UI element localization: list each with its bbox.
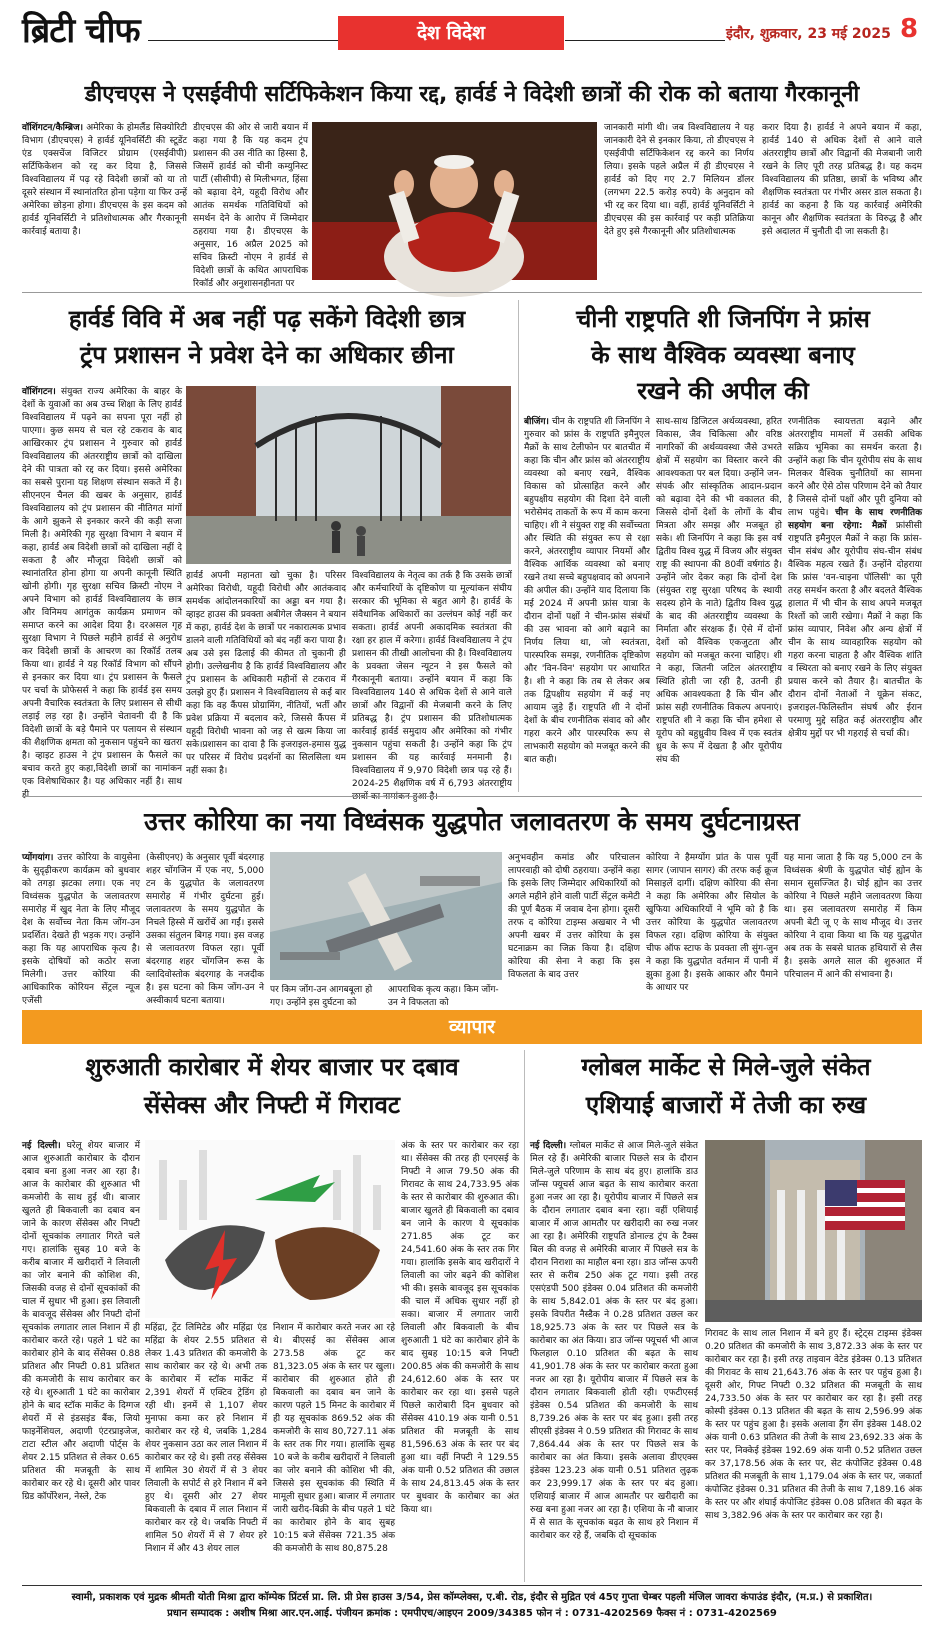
story3-column-2: साथ-साथ डिजिटल अर्थव्यवस्था, हरित विकास, जैव चिकित्सा और वरिष्ठ नागरिकों की अर्थव्यवस्था जैसे उभरते क्षेत्रों में सहयोग का विस्तार करने की आवश्यकता पर बल दिया। उन्होंने जन-संपर्क और सांस्कृतिक आदान-प्रदान को बढ़ावा देने की भी वकालत की, जिससे दोनों देशों के लोगों के बीच मित्रता और समझ और मजबूत हो सके। शी जिनपिंग ने कहा कि इस वर्ष द्वितीय विश्व युद्ध में विजय और संयुक्त राष्ट्र की स्थापना की 80वीं वर्षगांठ है। उन्होंने जोर देकर कहा कि दोनों देश (संयुक्त राष्ट्र सुरक्षा परिषद के स्थायी सदस्य होने के नाते) द्वितीय विश्व युद्ध के बाद की अंतरराष्ट्रीय व्यवस्था के निर्माता और संरक्षक हैं। ऐसे में दोनों देशों को वैश्विक एकजुटता और सहयोग को मजबूत करना चाहिए। शी ने कहा, जितनी जटिल अंतरराष्ट्रीय स्थिति होती जा रही है, उतनी ही अधिक आवश्यकता है कि चीन और फ्रांस सही रणनीतिक विकल्प अपनाएं। राष्ट्रपति शी ने कहा कि चीन हमेशा से यूरोप को बहुध्रुवीय विश्व में एक स्वतंत्र ध्रुव के रूप में देखता है और यूरोपीय संघ की bbox=[656, 417, 782, 765]
story5-column-1 bbox=[22, 1140, 140, 1580]
story1-text-1: अमेरिका के होमलैंड सिक्योरिटी विभाग (डीएचएस) ने हार्वर्ड यूनिवर्सिटी की स्टूडेंट एंड एक्सचेंज विजिटर प्रोग्राम (एसईवीपी) सर्टिफिकेशन को रद्द कर दिया है, जिससे विश्वविद्यालय में पढ़ रहे विदेशी छात्रों को या तो दूसरे संस्थान में स्थानांतरित होना पड़ेगा या फिर उन्हें अमेरिका छोड़ना होगा। डीएचएस के इस कदम को हार्वर्ड यूनिवर्सिटी ने प्रतिशोधात्मक और गैरकानूनी कार्रवाई बताया है। bbox=[22, 123, 187, 237]
story3-headline-line3: रखने की अपील की bbox=[637, 377, 809, 405]
imprint-line-2: प्रधान सम्पादक : अशीष मिश्रा आर.एन.आई. पंजीयन क्रमांक : एमपीएच/आइएन 2009/34385 फोन नं : 0731-4202569 फैक्स नं : 0731-4202569 bbox=[167, 1608, 777, 1619]
divider bbox=[22, 796, 922, 797]
story6-dateline: नई दिल्ली। bbox=[530, 1141, 567, 1151]
story4-text-1: उत्तर कोरिया के वायुसेना के सुदृढ़ीकरण कार्यक्रम को बुधवार को तगड़ा झटका लगा। एक नए विध्वंसक युद्धपोत के जलावतरण समारोह में खुद नेता के लिए मौजूद देश के सर्वोच्च नेता किम जोंग-उन प्रदर्शित। देखते ही भड़क गए। उन्होंने कहा कि यह आपराधिक कृत्य है। इसके दोषियों को कठोर सजा मिलेगी। उत्तर कोरिया की आधिकारिक कोरियन सेंट्रल न्यूज एजेंसी bbox=[22, 853, 140, 1006]
story5-column-2: महिंद्रा, ट्रेंट लिमिटेड और महिंद्रा एंड महिंद्रा के शेयर 2.55 प्रतिशत से लेकर 1.43 प्रतिशत की कमजोरी के साथ कारोबार कर रहे थे। अभी तक के कारोबार में स्टॉक मार्केट में 2,391 शेयरों में एक्टिव ट्रेडिंग हो रही थी। इनमें से 1,107 शेयर मुनाफा कमा कर हरे निशान में कारोबार कर रहे थे, जबकि 1,284 शेयर नुकसान उठा कर लाल निशान में कारोबार कर रहे थे। इसी तरह सेंसेक्स में शामिल 30 शेयरों में से 3 शेयर लिवाली के सपोर्ट से हरे निशान में बने हुए थे। दूसरी ओर 27 शेयर बिकवाली के दबाव में लाल निशान में कारोबार कर रहे थे। जबकि निफ्टी में शामिल 50 शेयरों में से 7 शेयर हरे निशान में और 43 शेयर लाल bbox=[145, 1323, 267, 1554]
story3-text-1: चीन के राष्ट्रपति शी जिनपिंग ने गुरुवार को फ्रांस के राष्ट्रपति इमैनुएल मैक्रों के साथ टेलीफोन पर बातचीत में कहा कि चीन और फ्रांस को अंतरराष्ट्रीय व्यवस्था को बनाए रखने, वैश्विक विकास को प्रोत्साहित करने और बहुपक्षीय सहयोग की दिशा देने वाली भरोसेमंद ताकतों के रूप में काम करना चाहिए। शी ने संयुक्त राष्ट्र की सर्वोच्चता और स्थिति की संयुक्त रूप से रक्षा करने, अंतरराष्ट्रीय व्यापार नियमों और वैश्विक आर्थिक व्यवस्था को बनाए रखने तथा सच्चे बहुपक्षवाद को अपनाने की अपील की। उन्होंने याद दिलाया कि मई 2024 में अपनी फ्रांस यात्रा के दौरान दोनों पक्षों ने चीन-फ्रांस संबंधों की उस भावना को आगे बढ़ाने का निर्णय लिया था, जो स्वतंत्रता, पारस्परिक समझ, रणनीतिक दृष्टिकोण और 'विन-विन' सहयोग पर आधारित है। शी ने कहा कि तब से लेकर अब तक द्विपक्षीय सहयोग में कई नए आयाम जुड़े हैं। राष्ट्रपति शी ने दोनों देशों के बीच रणनीतिक संवाद को और गहरा करने और पारस्परिक रूप से लाभकारी सहयोग को मजबूत करने की बात कही। bbox=[524, 417, 650, 765]
story4-column-4: कोरिया ने हैमग्योंग प्रांत के पास पूर्वी सागर (जापान सागर) की तरफ कई क्रूज मिसाइलें दागीं। दक्षिण कोरिया की सेना ने कहा कि अमेरिका और सियोल के खुफिया अधिकारियों ने भूमि को है कि उत्तर कोरिया के युद्धपोत जलावतरण विफल रहा। दक्षिण कोरिया के संयुक्त चीफ ऑफ स्टाफ के प्रवक्ता ली सुंग-जुन ने कहा कि युद्धपोत वर्तमान में पानी में झुका हुआ है। इसके आकार और पैमाने के आधार पर bbox=[646, 853, 778, 993]
story2-headline-line1: हार्वर्ड विवि में अब नहीं पढ़ सकेंगे विदेशी छात्र bbox=[68, 305, 466, 333]
story4-photo bbox=[270, 852, 502, 980]
story2-column-3: विश्वविद्यालय के नेतृत्व का तर्क है कि उसके छात्रों और कर्मचारियों के दृष्टिकोण या मूल्यांकन संघीय सरकार की भूमिका से बहुत आगे है। हार्वर्ड के संवैधानिक अधिकारों का उल्लंघन कोई नहीं कर सकता। हार्वर्ड अपनी अकादमिक स्वतंत्रता की रक्षा हर हाल में करेगा। हार्वर्ड विश्वविद्यालय ने ट्रंप प्रशासन की तीखी आलोचना की है। विश्वविद्यालय के प्रवक्ता जेसन न्यूटन ने इस फैसले को गैरकानूनी बताया। उन्होंने बयान में कहा कि विश्वविद्यालय 140 से अधिक देशों से आने वाले छात्रों और विद्वानों की मेजबानी करने के लिए प्रतिबद्ध है। ट्रंप प्रशासन की प्रतिशोधात्मक कार्रवाई हार्वर्ड समुदाय और अमेरिका को गंभीर नुकसान पहुंचा सकती है। उन्होंने कहा कि ट्रंप प्रशासन की यह कार्रवाई मनमानी है। विश्वविद्यालय में 9,970 विदेशी छात्र पढ़ रहे हैं। 2024-25 शैक्षणिक वर्ष में 6,793 अंतरराष्ट्रीय छात्रों का नामांकन हुआ है। bbox=[352, 571, 512, 802]
story4-caption-1: पर किम जोंग-उन आगबबूला हो गए। उन्होंने इस दुर्घटना को bbox=[270, 985, 373, 1008]
column-divider bbox=[518, 300, 519, 792]
story4-headline: उत्तर कोरिया का नया विध्वंसक युद्धपोत जलावतरण के समय दुर्घटनाग्रस्त bbox=[144, 807, 800, 836]
story1-headline: डीएचएस ने एसईवीपी सर्टिफिकेशन किया रद्द, हार्वर्ड ने विदेशी छात्रों की रोक को बताया गैरकानूनी bbox=[84, 82, 860, 107]
story3-column-1 bbox=[524, 416, 650, 791]
story3-headline-line1: चीनी राष्ट्रपति शी जिनपिंग ने फ्रांस bbox=[576, 305, 870, 333]
story6-column-2: गिरावट के साथ लाल निशान में बने हुए हैं। स्ट्रेट्स टाइम्स इंडेक्स 0.20 प्रतिशत की कमजोरी के साथ 3,872.33 अंक के स्तर पर कारोबार कर रहा है। इसी तरह ताइवान वेटेड इंडेक्स 0.13 प्रतिशत की गिरावट के साथ 21,643.76 अंक के स्तर पर पहुंच हुआ है। दूसरी ओर, गिफ्ट निफ्टी 0.32 प्रतिशत की मजबूती के साथ 24,733.50 अंक के स्तर पर कारोबार कर रहा है। इसी तरह कोस्पी इंडेक्स 0.13 प्रतिशत की बढ़त के साथ 2,596.99 अंक के स्तर पर पहुंच हुआ है। इसके अलावा हैंग सेंग इंडेक्स 148.02 अंक यानी 0.63 प्रतिशत की तेजी के साथ 23,692.33 अंक के स्तर पर, निक्केई इंडेक्स 192.69 अंक यानी 0.52 प्रतिशत उछल कर 37,178.56 अंक के स्तर पर, सेट कंपोजिट इंडेक्स 0.48 प्रतिशत की मजबूती के साथ 1,179.04 अंक के स्तर पर, जकार्ता कंपोजिट इंडेक्स 0.31 प्रतिशत की तेजी के साथ 7,189.16 अंक के स्तर पर और शंघाई कंपोजिट इंडेक्स 0.08 प्रतिशत की बढ़त के साथ 3,382.96 अंक के स्तर पर कारोबार कर रहा है। bbox=[705, 1329, 922, 1521]
story2-text-1: संयुक्त राज्य अमेरिका के बाहर के देशों के युवाओं का अब उच्च शिक्षा के लिए हार्वर्ड विश्वविद्यालय में पढ़ने का सपना पूरा नहीं हो पाएगा। कुछ समय से चल रहे टकराव के बाद आखिरकार ट्रंप प्रशासन ने गुरुवार को हार्वर्ड विश्वविद्यालय की अंतरराष्ट्रीय छात्रों को दाखिला देने की पात्रता को रद्द कर दिया। इससे अमेरिका का सबसे पुराना यह शिक्षण संस्थान सकते में है। सीएनएन चैनल की खबर के अनुसार, हार्वर्ड विश्वविद्यालय को ट्रंप प्रशासन की नीतिगत मांगों के आगे झुकने से इनकार करने की कड़ी सजा मिली है। अमेरिकी गृह सुरक्षा विभाग ने बयान में कहा, हार्वर्ड अब विदेशी छात्रों को दाखिला नहीं दे सकता है और मौजूदा विदेशी छात्रों को स्थानांतरित होना होगा या अपनी कानूनी स्थिति खोनी होगी। गृह सुरक्षा सचिव क्रिस्टी नोएम ने अपने विभाग को हार्वर्ड विश्वविद्यालय के छात्र और विनिमय आगंतुक कार्यक्रम प्रमाणन को समाप्त करने का आदेश दिया है। दरअसल गृह सुरक्षा विभाग ने पिछले महीने हार्वर्ड से अनुरोध कर विदेशी छात्रों के आचरण का रिकॉर्ड तलब किया था। हार्वर्ड ने यह रिकॉर्ड विभाग को सौंपने से इनकार कर दिया था। ट्रंप प्रशासन के फैसले पर चर्चा के प्रोफेसर्स ने कहा कि हार्वर्ड इस समय अपनी वैचारिक स्वतंत्रता के लिए प्रशासन से सीधी लड़ाई लड़ रहा है। उन्होंने चेतावनी दी है कि विदेशी छात्रों के बड़े पैमाने पर पलायन से संस्थान की शैक्षणिक क्षमता को नुकसान पहुंचने का खतरा है। व्हाइट हाउस ने ट्रंप प्रशासन के फैसले का बचाव करते हुए कहा,विदेशी छात्रों का नामांकन एक विशेषाधिकार है। यह अधिकार नहीं है। साथ ही bbox=[22, 387, 182, 800]
story4-column-5: यह माना जाता है कि यह 5,000 टन के विध्वंसक श्रेणी के युद्धपोत चोई ह्योन के समान सुसज्जित है। चोई ह्योन का उत्तर कोरिया ने पिछले महीने जलावतरण किया था। इस जलावतरण समारोह में किम अपनी बेटी जू ए के साथ मौजूद थे। उत्तर कोरिया ने दावा किया था कि यह युद्धपोत अब तक के सबसे घातक हथियारों से लैस है। इसके अगले साल की शुरुआत में परिचालन में आने की संभावना है। bbox=[784, 853, 922, 980]
story3-dateline: बीजिंग। bbox=[524, 417, 549, 427]
section-label: देश विदेश bbox=[338, 16, 564, 50]
business-section-label: व्यापार bbox=[449, 1016, 495, 1038]
masthead-rule-right bbox=[565, 40, 725, 41]
story5-headline-line1: शुरुआती कारोबार में शेयर बाजार पर दबाव bbox=[85, 1053, 459, 1081]
issue-date: इंदौर, शुक्रवार, 23 मई 2025 bbox=[726, 26, 891, 42]
story4-column-3: अनुभवहीन कमांड और परिचालन लापरवाही को दोषी ठहराया। उन्होंने कहा कि इसके लिए जिम्मेदार अधिकारियों को अगले महीने होने वाली पार्टी सेंट्रल कमेटी की पूर्ण बैठक में जवाब देना होगा। दूसरी तरफ द कोरिया टाइम्स अखबार ने भी अपनी खबर में उत्तर कोरिया के इस घटनाक्रम का जिक्र किया है। दक्षिण कोरिया की सेना ने कहा कि इस विफलता के बाद उत्तर bbox=[508, 853, 640, 980]
story5-headline-line2: सेंसेक्स और निफ्टी में गिरावट bbox=[144, 1091, 400, 1119]
story4-dateline: प्योंगयांग। bbox=[22, 853, 54, 863]
story3-subhead: चीन के साथ रणनीतिक सहयोग बना रहेगा: मैक्रों bbox=[788, 508, 922, 531]
story2-photo bbox=[186, 386, 511, 564]
story3-column-3 bbox=[788, 416, 922, 791]
story2-column-2: हार्वर्ड अपनी महानता खो चुका है। परिसर अमेरिका विरोधी, यहूदी विरोधी और आतंकवाद समर्थक आंदोलनकारियों का अड्डा बन गया है। व्हाइट हाउस की प्रवक्ता अबीगेल जैक्सन ने बयान में कहा, हार्वर्ड देश के छात्रों पर नकारात्मक प्रभाव डालने वाली गतिविधियों को बंद नहीं करा पाया है। अब उसे इस ढिलाई की कीमत तो चुकानी ही होगी। उल्लेखनीय है कि हार्वर्ड विश्वविद्यालय और ट्रंप प्रशासन के अधिकारी महीनों से टकराव में उलझे हुए हैं। प्रशासन ने विश्वविद्यालय से कई बार कहा कि वह कैंपस प्रोग्रामिंग, नीतियों, भर्ती और प्रवेश प्रक्रिया में बदलाव करे, जिससे कैंपस में यहूदी विरोधी भावना को जड़ से खत्म किया जा सके।प्रशासन का दावा है कि इजराइल-हमास युद्ध पर परिसर में विरोध प्रदर्शनों का सिलसिला थम नहीं सका है। bbox=[186, 571, 346, 776]
divider bbox=[22, 292, 922, 293]
story5-column-4: अंक के स्तर पर कारोबार कर रहा था। सेंसेक्स की तरह ही एनएसई के निफ्टी ने आज 79.50 अंक की गिरावट के साथ 24,733.95 अंक के स्तर से कारोबार की शुरुआत की। बाजार खुलते ही बिकवाली का दबाव बन जाने के कारण ये सूचकांक 271.85 अंक टूट कर 24,541.60 अंक के स्तर तक गिर गया। हालांकि इसके बाद खरीदारों ने लिवाली का जोर बढ़ने की कोशिश भी की। इसके बावजूद इस सूचकांक की चाल में अधिक सुधार नहीं हो सका। बाजार में लगातार जारी लिवाली और बिकवाली के बीच शुरुआती 1 घंटे का कारोबार होने के बाद सुबह 10:15 बजे निफ्टी 200.85 अंक की कमजोरी के साथ 24,612.60 अंक के स्तर पर कारोबार कर रहा था। इससे पहले पिछले कारोबारी दिन बुधवार को सेंसेक्स 410.19 अंक यानी 0.51 प्रतिशत की मजबूती के साथ 81,596.63 अंक के स्तर पर बंद हुआ था। वहीं निफ्टी ने 129.55 अंक यानी 0.52 प्रतिशत की उछाल के साथ 24,813.45 अंक के स्तर पर बुधवार के कारोबार का अंत किया था। bbox=[401, 1141, 519, 1515]
bull-bear-illustration bbox=[145, 1140, 395, 1318]
story4-column-2: (केसीएनए) के अनुसार पूर्वी बंदरगाह शहर चोंगजिन में एक नए, 5,000 टन के युद्धपोत के जलावतरण समारोह में गंभीर दुर्घटना हुई। जलावतरण के समय युद्धपोत के निचले हिस्से में खरोंचें आ गईं। इससे उसका संतुलन बिगड़ गया। इस वजह से जलावतरण विफल रहा। पूर्वी बंदरगाह शहर चोंगजिन रूस के व्लादिवोस्तोक बंदरगाह के नजदीक है। इस घटना को किम जोंग-उन ने अस्वीकार्य घटना बताया। bbox=[146, 853, 264, 1006]
masthead-rule-left bbox=[148, 40, 338, 41]
story2-headline-line2: ट्रंप प्रशासन ने प्रवेश देने का अधिकार छीना bbox=[80, 341, 454, 369]
story2-dateline: वॉशिंगटन। bbox=[22, 387, 56, 397]
story1-column-2: डीएचएस की ओर से जारी बयान में कहा गया है कि यह कदम ट्रंप प्रशासन की उस नीति का हिस्सा है, जिसमें हार्वर्ड को चीनी कम्युनिस्ट पार्टी (सीसीपी) से मिलीभगत, हिंसा को बढ़ावा देने, यहूदी विरोध और आतंक समर्थक गतिविधियों को समर्थन देने के आरोप में जिम्मेदार ठहराया गया है। डीएचएस के अनुसार, 16 अप्रैल 2025 को सचिव क्रिस्टी नोएम ने हार्वर्ड से विदेशी छात्रों के कथित आपराधिक रिकॉर्ड और अनुशासनहीनता पर bbox=[193, 123, 308, 289]
story3-text-3: रणनीतिक स्वायत्तता बढ़ाने और अंतरराष्ट्रीय मामलों में उसकी अधिक सक्रिय भूमिका का समर्थन करता है। उन्होंने कहा कि चीन यूरोपीय संघ के साथ मिलकर वैश्विक चुनौतियों का सामना करने और ऐसे ठोस परिणाम देने को तैयार है जिससे दोनों पक्षों और पूरी दुनिया को लाभ पहुंचे। bbox=[788, 417, 922, 518]
story5-text-1: घरेलू शेयर बाजार में आज शुरुआती कारोबार के दौरान दबाव बना हुआ नजर आ रहा है। आज के कारोबार की शुरुआत भी कमजोरी के साथ हुई थी। बाजार खुलते ही बिकवाली का दबाव बन जाने के कारण सेंसेक्स और निफ्टी दोनों सूचकांक लगातार गिरते चले गए। हालांकि सुबह 10 बजे के करीब बाजार में खरीदारों ने लिवाली का जोर बनाने की कोशिश की, जिसकी वजह से दोनों सूचकांकों की चाल में सुधार भी हुआ। इस लिवाली के बावजूद सेंसेक्स और निफ्टी दोनों सूचकांक लगातार लाल निशान में ही कारोबार करते रहे। पहले 1 घंटे का कारोबार होने के बाद सेंसेक्स 0.88 प्रतिशत और निफ्टी 0.81 प्रतिशत की कमजोरी के साथ कारोबार कर रहे थे। शुरुआती 1 घंटे का कारोबार होने के बाद स्टॉक मार्केट के दिग्गज शेयरों में से इंडसइंड बैंक, जियो फाइनेंशियल, अदाणी एंटरप्राइजेज, टाटा स्टील और अदाणी पोर्ट्स के शेयर 2.15 प्रतिशत से लेकर 0.65 प्रतिशत की मजबूती के साथ कारोबार कर रहे थे। दूसरी ओर पावर ग्रिड कॉर्पोरेशन, नेस्ले, टेक bbox=[22, 1141, 140, 1502]
story6-headline-line1: ग्लोबल मार्केट से मिले-जुले संकेत bbox=[581, 1053, 871, 1081]
story4-caption-2: आपराधिक कृत्य कहा। किम जोंग-उन ने विफलता को bbox=[388, 985, 499, 1008]
story1-column-1 bbox=[22, 122, 187, 282]
story6-text-1: ग्लोबल मार्केट से आज मिले-जुले संकेत मिल रहे हैं। अमेरिकी बाजार पिछले सत्र के दौरान मिले-जुले परिणाम के साथ बंद हुए। हालांकि डाउ जॉन्स फ्यूचर्स आज बढ़त के साथ कारोबार करता हुआ नजर आ रहा है। यूरोपीय बाजार में पिछले सत्र के दौरान लगातार दबाव बना रहा। वहीं एशियाई बाजार में आज आमतौर पर खरीदारी का रुख नजर आ रहा है। अमेरिकी राष्ट्रपति डोनाल्ड ट्रंप के टैक्स बिल की वजह से अमेरिकी बाजार में पिछले सत्र के दौरान निराशा का माहौल बना रहा। डाउ जॉन्स ऊपरी स्तर से करीब 250 अंक टूट गया। इसी तरह एसएंडपी 500 इंडेक्स 0.04 प्रतिशत की कमजोरी के साथ 5,842.01 अंक के स्तर पर बंद हुआ। इसके विपरीत नैस्डैक ने 0.28 प्रतिशत उछल कर 18,925.73 अंक के स्तर पर पिछले सत्र के कारोबार का अंत किया। डाउ जॉन्स फ्यूचर्स भी आज फिलहाल 0.10 प्रतिशत की बढ़त के साथ 41,901.78 अंक के स्तर पर कारोबार करता हुआ नजर आ रहा है। यूरोपीय बाजार में पिछले सत्र के दौरान लगातार बिकवाली होती रही। एफटीएसई इंडेक्स 0.54 प्रतिशत की कमजोरी के साथ 8,739.26 अंक के स्तर पर बंद हुआ। इसी तरह सीएसी इंडेक्स ने 0.59 प्रतिशत की गिरावट के साथ 7,864.44 अंक के स्तर पर पिछले सत्र के कारोबार का अंत किया। इसके अलावा डीएएक्स इंडेक्स 123.23 अंक यानी 0.51 प्रतिशत लुढ़क कर 23,999.17 अंक के स्तर पर बंद हुआ। एशियाई बाजार में आज आमतौर पर खरीदारी का रुख बना हुआ नजर आ रहा है। एशिया के नौ बाजार में से सात के सूचकांक बढ़त के साथ हरे निशान में कारोबार कर रहे हैं, जबकि दो सूचकांक bbox=[530, 1141, 698, 1541]
imprint-line-1: स्वामी, प्रकाशक एवं मुद्रक श्रीमती योती मिश्रा द्वारा कॉम्पेक प्रिंटर्स प्रा. लि. प्री प्रेस हाउस 3/54, प्रेस कॉम्प्लेक्स, ए.बी. रोड, इंदौर से मुद्रित एवं 45ए गुप्ता चेम्बर पहली मंजिल जावरा कंपाउंड इंदौर, (म.प्र.) से प्रकाशित। bbox=[71, 1592, 873, 1603]
masthead bbox=[0, 0, 945, 52]
page-number: 8 bbox=[900, 14, 919, 44]
story6-headline-line2: एशियाई बाजारों में तेजी का रुख bbox=[585, 1091, 867, 1119]
pope-photo-illustration bbox=[312, 122, 597, 280]
business-section-band bbox=[22, 1010, 922, 1044]
column-divider bbox=[524, 1050, 525, 1582]
harvard-gate-photo-illustration bbox=[186, 386, 511, 564]
imprint-footer bbox=[22, 1585, 922, 1622]
newspaper-name: ब्रिटी चीफ bbox=[22, 11, 140, 51]
story1-column-4: करार दिया है। हार्वर्ड ने अपने बयान में कहा, हार्वर्ड 140 से अधिक देशों से आने वाले अंतरराष्ट्रीय छात्रों और विद्वानों की मेजबानी जारी रखने के लिए पूरी तरह प्रतिबद्ध है। यह कदम विश्वविद्यालय की प्रतिष्ठा, छात्रों के भविष्य और शैक्षणिक स्वतंत्रता पर गंभीर असर डाल सकता है। हार्वर्ड का कहना है कि यह कार्रवाई अमेरिकी कानून और शैक्षणिक स्वतंत्रता के विरुद्ध है और इसे अदालत में चुनौती दी जा सकती है। bbox=[762, 123, 922, 237]
story5-column-3: निशान में कारोबार करते नजर आ रहे थे। बीएसई का सेंसेक्स आज 273.58 अंक टूट कर 81,323.05 अंक के स्तर पर खुला। कारोबार की शुरुआत होते ही बिकवाली का दबाव बन जाने के कारण पहले 15 मिनट के कारोबार में ही यह सूचकांक 869.52 अंक की कमजोरी के साथ 80,727.11 अंक के स्तर तक गिर गया। हालांकि सुबह 10 बजे के करीब खरीदारों ने लिवाली का जोर बनाने की कोशिश भी की, जिससे इस सूचकांक की स्थिति में मामूली सुधार हुआ। बाजार में लगातार जारी खरीद-बिक्री के बीच पहले 1 घंटे का कारोबार होने के बाद सुबह 10:15 बजे सेंसेक्स 721.35 अंक की कमजोरी के साथ 80,875.28 bbox=[273, 1323, 395, 1554]
story3-text-3b: फ्रांसीसी राष्ट्रपति इमैनुएल मैक्रों ने कहा कि फ्रांस-चीन संबंध और यूरोपीय संघ-चीन संबंध वैश्विक महत्व रखते हैं। उन्होंने दोहराया कि फ्रांस 'वन-चाइना पॉलिसी' का पूरी तरह समर्थन करता है और बदलते वैश्विक हालात में भी चीन के साथ अपने मजबूत रिश्तों को जारी रखेगा। मैक्रों ने कहा कि फ्रांस व्यापार, निवेश और अन्य क्षेत्रों में चीन के साथ व्यावहारिक सहयोग को गहरा करना चाहता है और वैश्विक शांति व स्थिरता को बनाए रखने के लिए संयुक्त प्रयास करने को तैयार है। बातचीत के दौरान दोनों नेताओं ने यूक्रेन संकट, इजराइल-फिलिस्तीन संघर्ष और ईरान परमाणु मुद्दे सहित कई अंतरराष्ट्रीय और क्षेत्रीय मुद्दों पर भी गहराई से चर्चा की। bbox=[788, 521, 922, 739]
story5-dateline: नई दिल्ली। bbox=[22, 1141, 61, 1151]
story1-column-3: जानकारी मांगी थी। जब विश्वविद्यालय ने यह जानकारी देने से इनकार किया, तो डीएचएस ने एसईवीपी सर्टिफिकेशन रद्द करने का निर्णय लिया। इसके पहले अप्रैल में ही डीएचएस ने हार्वर्ड को दिए गए 2.7 मिलियन डॉलर (लगभग 22.5 करोड़ रुपये) के अनुदान को भी रद्द कर दिया था। वहीं, हार्वर्ड यूनिवर्सिटी ने डीएचएस की इस कार्रवाई पर कड़ी प्रतिक्रिया देते हुए इसे गैरकानूनी और प्रतिशोधात्मक bbox=[604, 123, 754, 237]
story1-photo bbox=[312, 122, 597, 280]
story6-photo bbox=[705, 1140, 922, 1322]
story3-headline-line2: के साथ वैश्विक व्यवस्था बनाए bbox=[591, 341, 855, 369]
story2-column-1 bbox=[22, 386, 182, 800]
story5-photo bbox=[145, 1140, 395, 1318]
story4-column-1 bbox=[22, 852, 140, 1006]
warship-aerial-photo-illustration bbox=[270, 852, 502, 980]
story6-column-1 bbox=[530, 1140, 698, 1580]
stock-exchange-photo-illustration bbox=[705, 1140, 922, 1322]
story1-dateline: वॉशिंगटन/कैम्ब्रिज। bbox=[22, 123, 84, 133]
